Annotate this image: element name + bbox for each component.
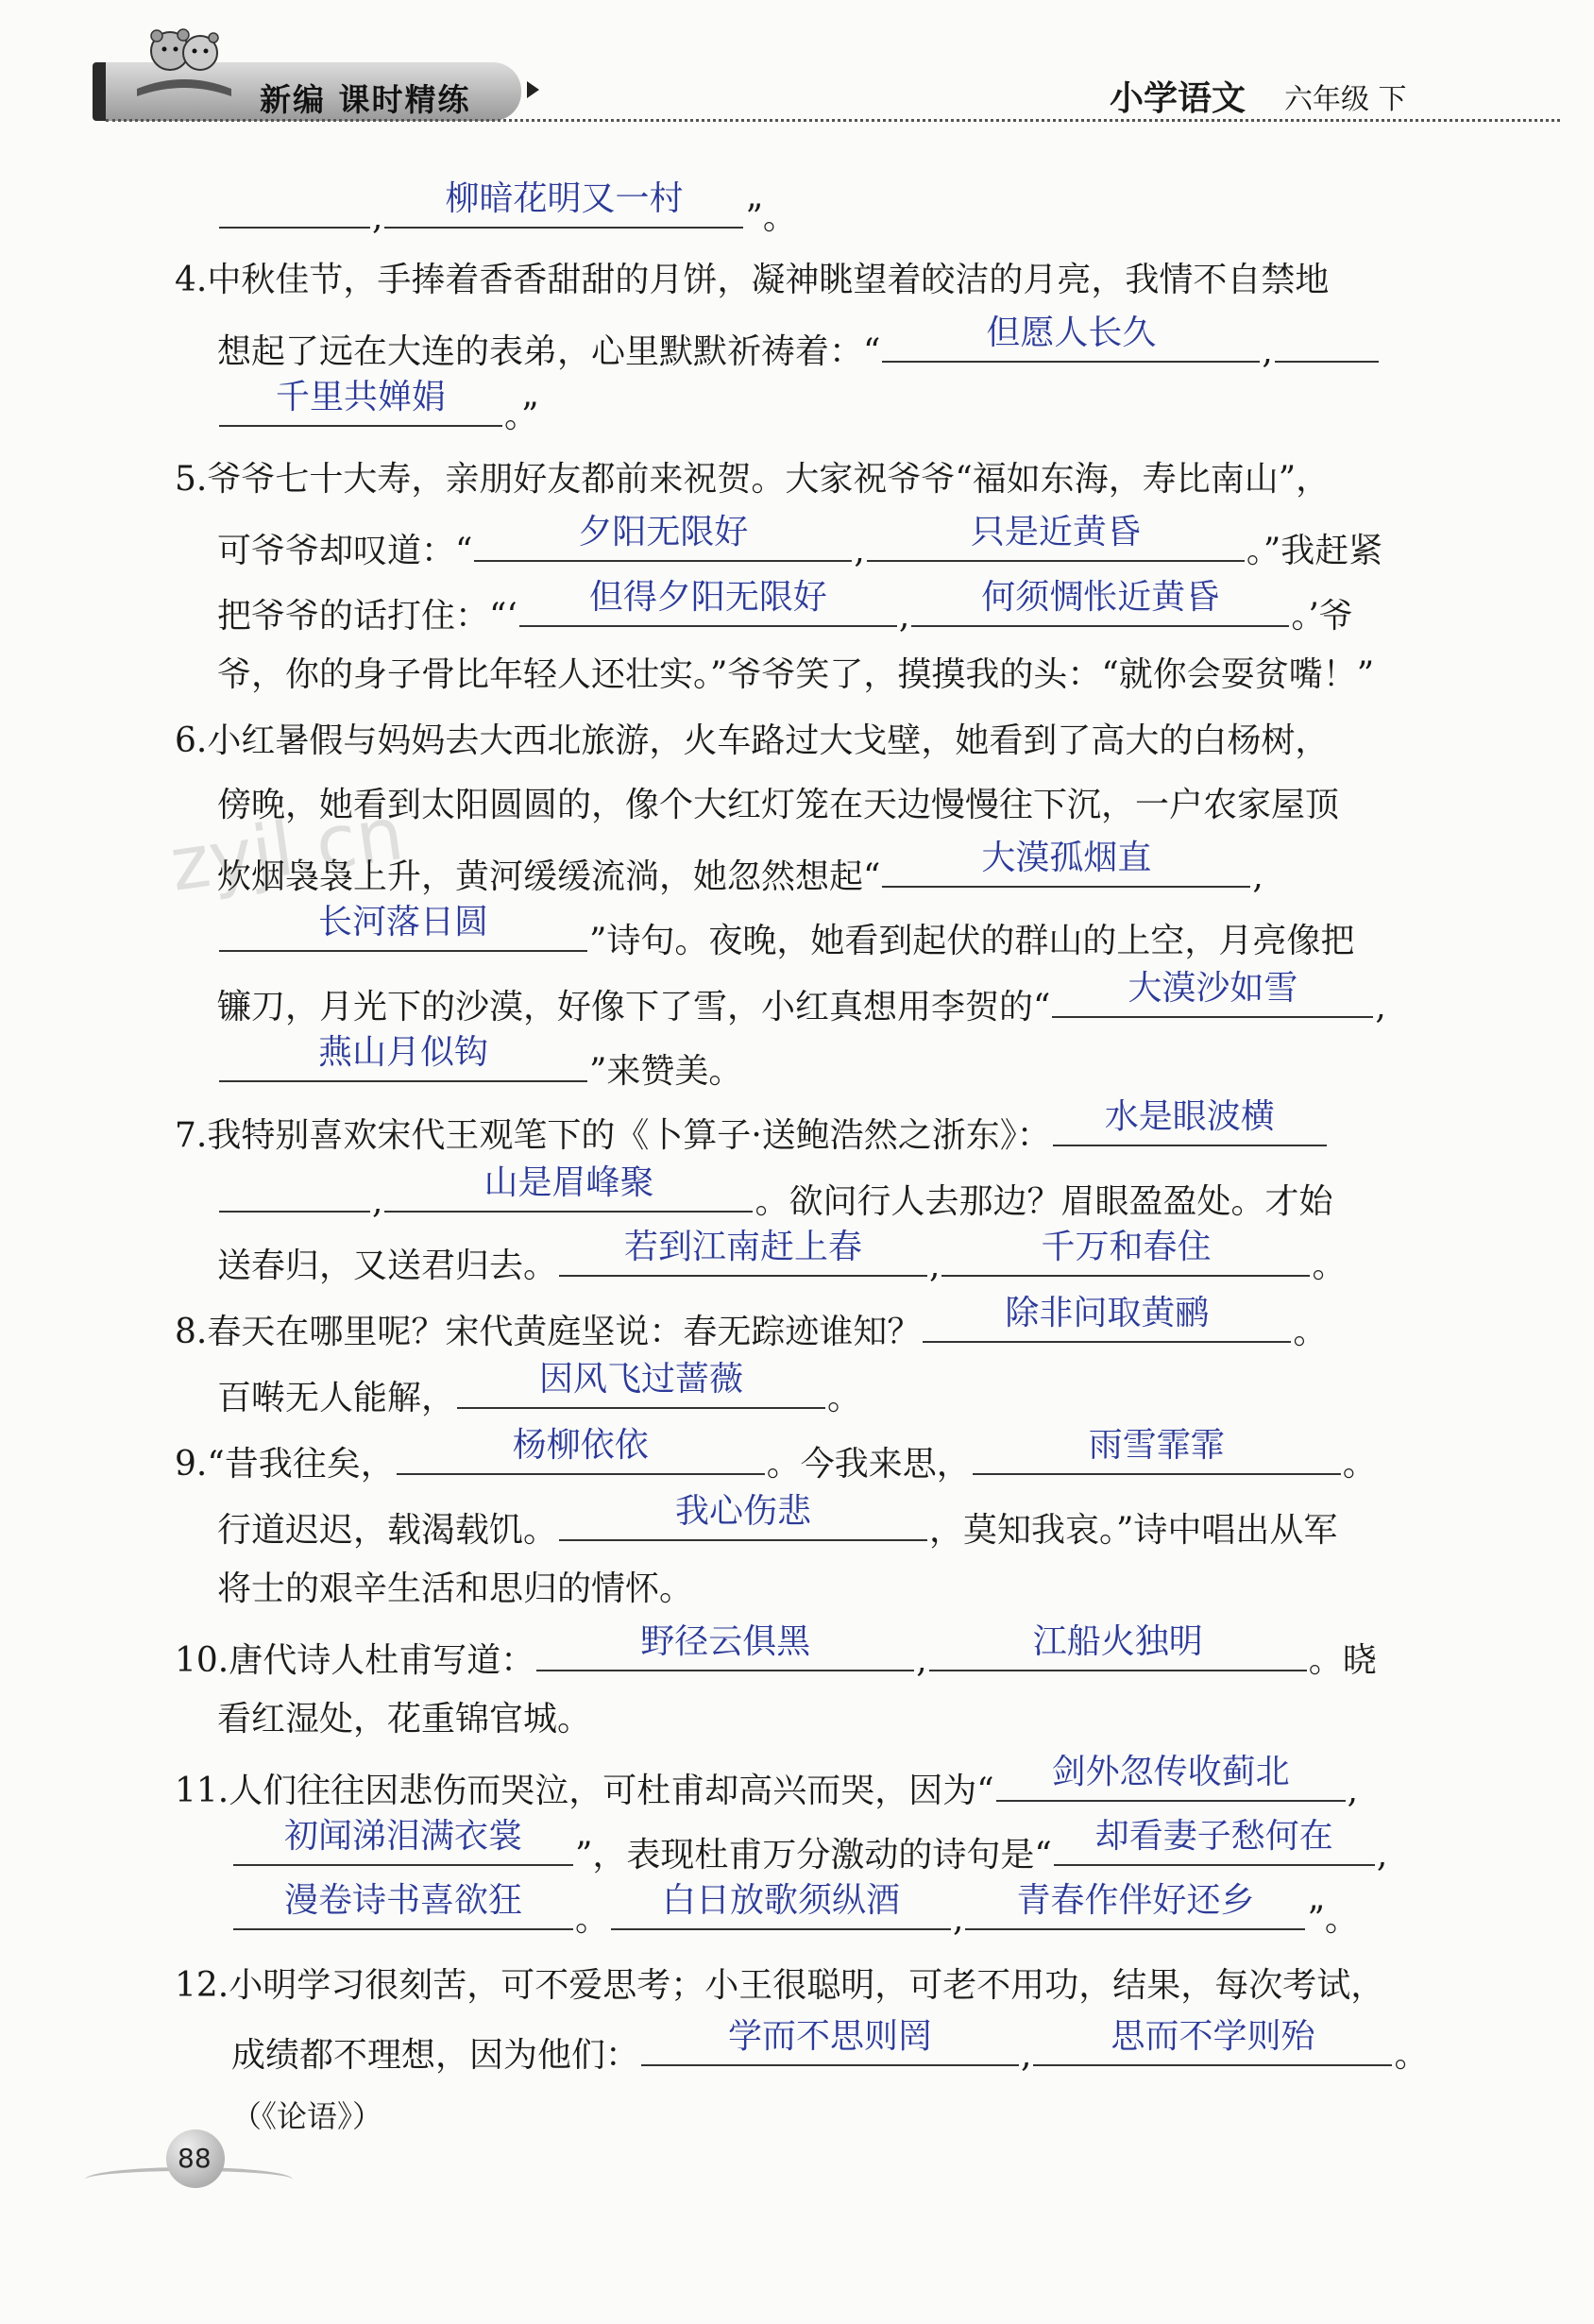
q4-line3 [217,378,539,436]
q7-line1 [175,1097,1329,1156]
answer-blank [1052,969,1373,1018]
grade-label: 六年级 下 [1284,83,1407,116]
answer-blank [519,578,897,627]
answer-text: 千万和春住 [1041,1228,1212,1266]
answer-text: 学而不思则罔 [728,2017,933,2056]
question-text: 。”我赶紧 [1246,532,1383,570]
question-text: 傍晚，她看到太阳圆圆的，像个大红灯笼在天边慢慢往下沉，一户农家屋顶 [217,786,1340,824]
answer-blank [1033,2017,1392,2066]
answer-text: 思而不学则殆 [1111,2017,1315,2056]
question-text: 镰刀，月光下的沙漠，好像下了雪，小红真想用李贺的“ [217,988,1051,1026]
answer-text: 漫卷诗书喜欲狂 [283,1881,522,1920]
q5-line1 [175,456,1330,505]
q6-line6 [217,1033,743,1092]
subject-title: 小学语文 [1110,79,1246,118]
q6-line1 [175,718,1329,767]
text: 。 [827,1379,862,1417]
question-text: 成绩都不理想，因为他们： [231,2036,640,2075]
answer-text: 千里共婵娟 [275,378,446,416]
q7-line2: , 山是眉峰聚 。欲问行人去那边？眉眼盈盈处。才始 [217,1173,1332,1222]
answer-text: 剑外忽传收蓟北 [1051,1753,1290,1791]
header-divider [106,119,1560,122]
text: ”。 [745,198,797,237]
question-text: 行道迟迟，载渴载饥。 [217,1511,558,1550]
answer-blank [233,1881,573,1930]
answer-blank [457,1360,825,1409]
watermark: zyjl.cn [164,791,409,908]
q11-line3: 漫卷诗书喜欲狂 。 白日放歌须纵酒 , 青春作伴好还乡 ”。 [231,1891,1359,1940]
question-text: 4.中秋佳节，手捧着香香甜甜的月饼，凝神眺望着皎洁的月亮，我情不自禁地 [175,261,1330,299]
q12-line2: 成绩都不理想，因为他们： 学而不思则罔 , 思而不学则殆 。 [231,2027,1428,2076]
answer-blank [867,513,1245,562]
answer-blank [559,1228,927,1277]
answer-text: 若到江南赶上春 [624,1228,863,1266]
answer-text: 大漠沙如雪 [1128,969,1298,1008]
answer-text: 野径云俱黑 [640,1622,811,1661]
answer-text: 但愿人长久 [986,314,1157,352]
question-text: 8.春天在哪里呢？宋代黄庭坚说：春无踪迹谁知？ [175,1313,922,1351]
answer-blank [219,1033,587,1082]
question-text: 7.我特别喜欢宋代王观笔下的《卜算子·送鲍浩然之浙东》： [175,1116,1051,1155]
question-text: 。今我来思， [766,1445,971,1484]
answer-blank [996,1753,1346,1802]
answer-blank [882,314,1260,363]
q5-line4 [217,652,1374,701]
question-text: 看红湿处，花重锦官城。 [217,1700,592,1739]
answer-text: 初闻涕泪满衣裳 [283,1817,522,1856]
answer-text: 大漠孤烟直 [981,839,1152,877]
answer-blank [219,189,370,229]
answer-blank [384,179,743,229]
q9-line2 [217,1492,1338,1551]
text: 。 [1312,1247,1347,1285]
answer-blank [474,513,852,562]
answer-blank [1054,1817,1375,1866]
question-text: 把爷爷的话打住：“‘ [217,597,517,636]
answer-blank [219,903,587,952]
question-text: 想起了远在大连的表弟，心里默默祈祷着：“ [217,332,881,371]
answer-blank [929,1622,1307,1671]
text: ”。 [1307,1900,1359,1939]
answer-blank [882,839,1250,888]
question-text: 炊烟袅袅上升，黄河缓缓流淌，她忽然想起“ [217,857,881,896]
q6-line3: 炊烟袅袅上升，黄河缓缓流淌，她忽然想起“ 大漠孤烟直 , [217,848,1263,897]
question-text: 将士的艰辛生活和思归的情怀。 [217,1569,694,1608]
question-text: 送春归，又送君归去。 [217,1247,558,1285]
answer-text: 但得夕阳无限好 [588,578,827,617]
answer-text: 雨雪霏霏 [1088,1426,1225,1465]
answer-text: 长河落日圆 [317,903,488,941]
answer-text: 何须惆怅近黄昏 [981,578,1220,617]
question-text: ，莫知我哀。”诗中唱出从军 [929,1511,1338,1550]
question-text: 可爷爷却叹道：“ [217,532,473,570]
q11-line1: 11.人们往往因悲伤而哭泣，可杜甫却高兴而哭，因为“ 剑外忽传收蓟北 , [175,1762,1358,1811]
question-text: 10.唐代诗人杜甫写道： [175,1641,535,1680]
bears-book-icon [132,23,236,98]
answer-text: 山是眉峰聚 [483,1163,654,1202]
answer-blank [559,1492,927,1541]
answer-text: 燕山月似钩 [317,1033,488,1072]
q4-line2: 想起了远在大连的表弟，心里默默祈祷着：“ 但愿人长久 , [217,323,1381,372]
answer-text: 我心伤悲 [675,1492,812,1531]
arrow-right-icon [527,81,539,98]
q10-line1: 10.唐代诗人杜甫写道： 野径云俱黑 , 江船火独明 。晓 [175,1632,1377,1681]
answer-blank [384,1163,753,1213]
answer-text: 柳暗花明又一村 [445,179,684,218]
question-text: 。’爷 [1291,597,1353,636]
page-number: 88 [178,2143,212,2174]
q12-line1 [175,1962,1384,2011]
question-text: 。晓 [1308,1641,1377,1680]
q8-line1: 8.春天在哪里呢？宋代黄庭坚说：春无踪迹谁知？ 除非问取黄鹂 。 [175,1303,1327,1352]
answer-blank [965,1881,1305,1930]
question-text: 5.爷爷七十大寿，亲朋好友都前来祝贺。大家祝爷爷“福如东海，寿比南山”， [175,460,1331,499]
q10-line2 [217,1696,591,1745]
source-note: （《论语》） [231,2098,383,2134]
answer-blank [219,1173,370,1213]
series-title: 新编 课时精练 [260,81,471,118]
q6-line2 [217,782,1339,831]
page-footer [85,2129,302,2205]
answer-blank [1275,323,1379,363]
q5-line2: 可爷爷却叹道：“ 夕阳无限好 , 只是近黄昏 。”我赶紧 [217,522,1382,571]
question-text: ”来赞美。 [589,1052,743,1091]
question-text: 爷，你的身子骨比年轻人还壮实。”爷爷笑了，摸摸我的头：“就你会耍贫嘴！” [217,655,1375,694]
question-text: ”，表现杜甫万分激动的诗句是“ [575,1836,1052,1874]
answer-text: 水是眼波横 [1104,1097,1275,1136]
answer-blank [941,1228,1310,1277]
page-header [0,0,1594,142]
answer-text: 却看妻子愁何在 [1094,1817,1333,1856]
answer-blank [611,1881,951,1930]
answer-text: 除非问取黄鹂 [1005,1294,1210,1332]
q4-line1 [175,257,1329,306]
q11-line2: 初闻涕泪满衣裳 ”，表现杜甫万分激动的诗句是“ 却看妻子愁何在 , [231,1826,1387,1875]
answer-text: 白日放歌须纵酒 [662,1881,901,1920]
answer-text: 只是近黄昏 [970,513,1141,551]
answer-text: 因风飞过蔷薇 [539,1360,744,1399]
answer-blank [641,2017,1019,2066]
question-text: 12.小明学习很刻苦，可不爱思考；小王很聪明，可老不用功，结果，每次考试， [175,1966,1385,2005]
question-text: ”诗句。夜晚，她看到起伏的群山的上空，月亮像把 [589,922,1355,960]
answer-blank [536,1622,914,1671]
q6-line5: 镰刀，月光下的沙漠，好像下了雪，小红真想用李贺的“ 大漠沙如雪 , [217,978,1386,1027]
q9-line3 [217,1566,693,1615]
question-text: 。欲问行人去那边？眉眼盈盈处。才始 [755,1182,1333,1221]
answer-blank [233,1817,573,1866]
text: 。” [504,397,539,435]
answer-blank [973,1426,1341,1475]
question-text: 9.“昔我往矣， [175,1445,395,1484]
answer-blank [397,1426,765,1475]
q9-line1: 9.“昔我往矣， 杨柳依依 。今我来思， 雨雪霏霏 。 [175,1435,1377,1484]
q8-line2 [217,1360,862,1418]
q5-line3: 把爷爷的话打住：“‘ 但得夕阳无限好 , 何须惆怅近黄昏 。’爷 [217,587,1353,636]
question-text: 11.人们往往因悲伤而哭泣，可杜甫却高兴而哭，因为“ [175,1772,994,1810]
answer-blank [219,378,502,427]
answer-text: 夕阳无限好 [578,513,749,551]
answer-text: 江船火独明 [1032,1622,1203,1661]
q3-line: , 柳暗花明又一村 ”。 [217,189,797,238]
answer-text: 青春作伴好还乡 [1016,1881,1255,1920]
question-text: 百啭无人能解， [217,1379,456,1417]
answer-text: 杨柳依依 [512,1426,649,1465]
q6-line4 [217,903,1355,961]
q7-line3: 送春归，又送君归去。 若到江南赶上春 , 千万和春住 。 [217,1237,1346,1286]
answer-blank [1053,1097,1327,1146]
answer-blank [911,578,1289,627]
answer-blank [923,1294,1291,1343]
question-text: 6.小红暑假与妈妈去大西北旅游，火车路过大戈壁，她看到了高大的白杨树， [175,721,1330,760]
